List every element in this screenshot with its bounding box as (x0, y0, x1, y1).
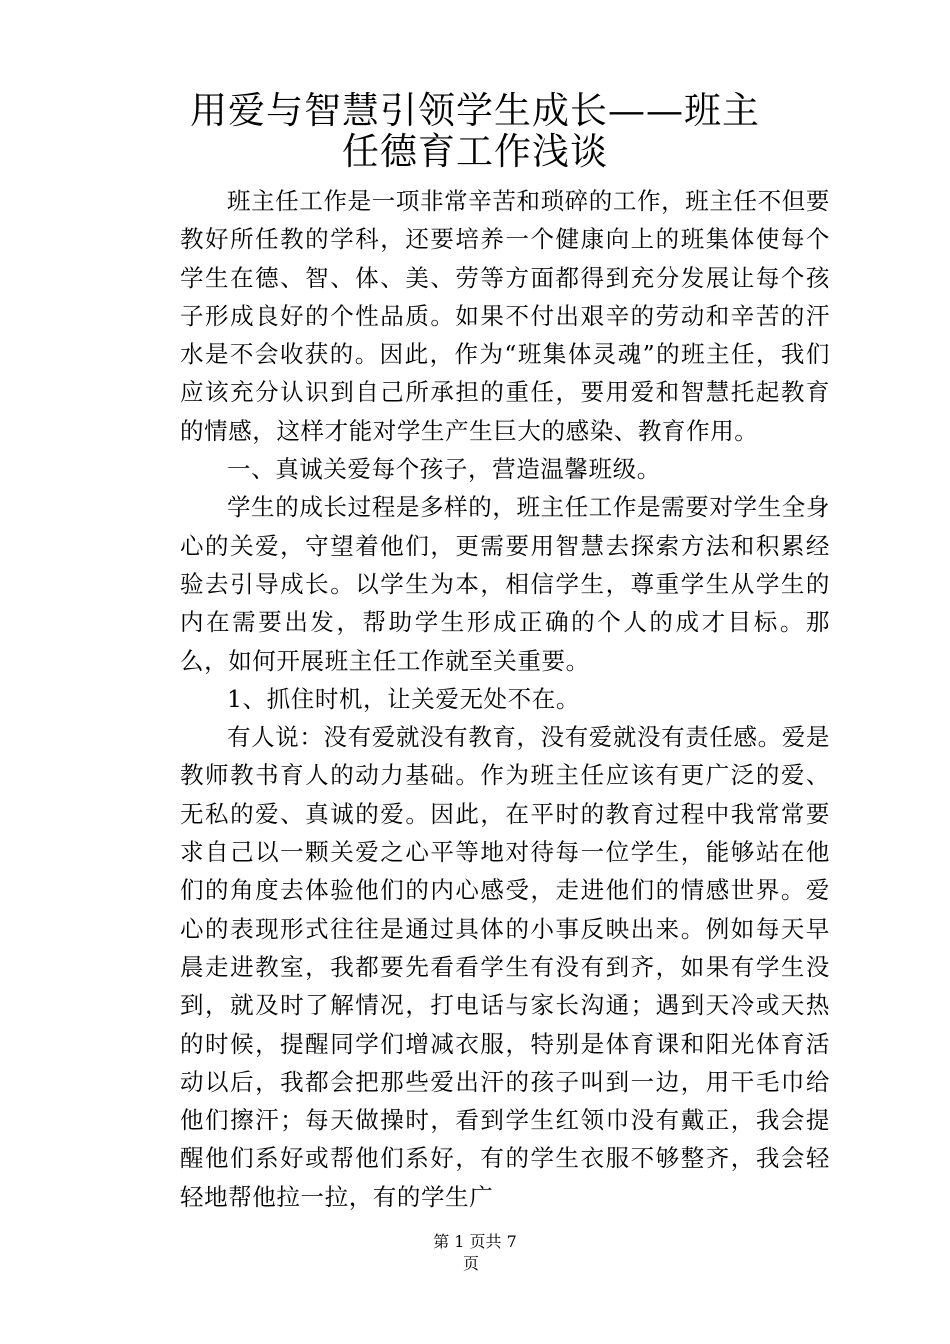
page-number-line-2: 页 (463, 1254, 480, 1273)
paragraph-subsection-1: 有人说：没有爱就没有教育，没有爱就没有责任感。爱是教师教书育人的动力基础。作为班主任应该有更广泛的爱、无私的爱、真诚的爱。因此，在平时的教育过程中我常常要求自己以一颗关爱之心平等地对待每一位学生，能够站在他们的角度去体验他们的内心感受，走进他们的情感世界。爱心的表现形式往往是通过具体的小事反映出来。例如每天早晨走进教室，我都要先看看学生有没有到齐，如果有学生没到，就及时了解情况，打电话与家长沟通；遇到天冷或天热的时候，提醒同学们增减衣服，特别是体育课和阳光体育活动以后，我都会把那些爱出汗的孩子叫到一边，用干毛巾给他们擦汗；每天做操时，看到学生红领巾没有戴正，我会提醒他们系好或帮他们系好，有的学生衣服不够整齐，我会轻轻地帮他拉一拉，有的学生广 (180, 723, 830, 1211)
section-heading-1: 一、真诚关爱每个孩子，营造温馨班级。 (227, 455, 661, 484)
subsection-heading-1: 1、抓住时机，让关爱无处不在。 (227, 684, 580, 713)
page-number-line-1: 第 1 页共 7 (433, 1232, 517, 1251)
document-title (130, 90, 820, 172)
title-line-1: 用爱与智慧引领学生成长——班主 (190, 89, 760, 132)
page-number-footer (425, 1231, 525, 1275)
document-body (180, 182, 830, 1216)
paragraph-intro: 班主任工作是一项非常辛苦和琐碎的工作，班主任不但要教好所任教的学科，还要培养一个健康向上的班集体使每个学生在德、智、体、美、劳等方面都得到充分发展让每个孩子形成良好的个性品质。如果不付出艰辛的劳动和辛苦的汗水是不会收获的。因此，作为“班集体灵魂”的班主任，我们应该充分认识到自己所承担的重任，要用爱和智慧托起教育的情感，这样才能对学生产生巨大的感染、教育作用。 (180, 187, 830, 445)
title-line-2: 任德育工作浅谈 (342, 130, 608, 173)
paragraph-section-1: 学生的成长过程是多样的，班主任工作是需要对学生全身心的关爱，守望着他们，更需要用智慧去探索方法和积累经验去引导成长。以学生为本，相信学生，尊重学生从学生的内在需要出发，帮助学生形成正确的个人的成才目标。那么，如何开展班主任工作就至关重要。 (180, 493, 830, 675)
